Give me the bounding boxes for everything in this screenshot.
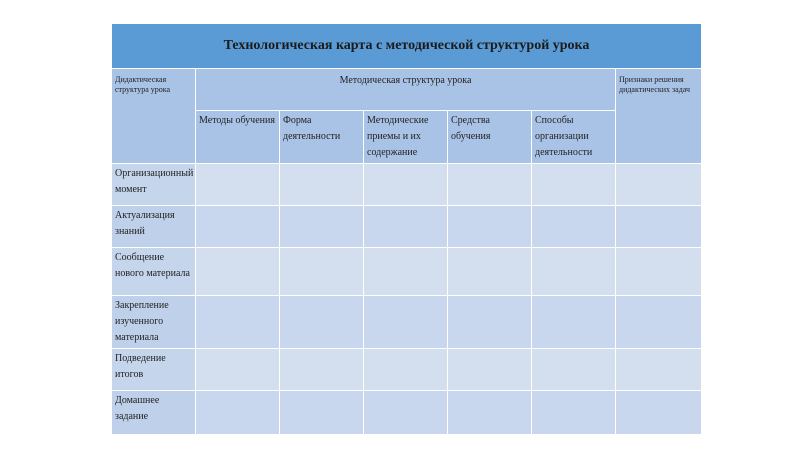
table-cell xyxy=(280,206,364,248)
table-cell xyxy=(280,349,364,391)
row-label: Организационный момент xyxy=(112,164,196,206)
table-row xyxy=(112,349,702,391)
table-cell xyxy=(280,391,364,435)
table-cell xyxy=(280,164,364,206)
table-cell xyxy=(532,164,616,206)
row-label: Актуализация знаний xyxy=(112,206,196,248)
table-cell xyxy=(196,164,280,206)
table-cell xyxy=(448,296,532,349)
table-cell xyxy=(448,164,532,206)
column-header: Средства обучения xyxy=(448,111,532,164)
table-cell xyxy=(448,391,532,435)
table-cell xyxy=(616,349,702,391)
table-cell xyxy=(532,349,616,391)
table-cell xyxy=(364,391,448,435)
column-header: Методы обучения xyxy=(196,111,280,164)
table-cell xyxy=(616,296,702,349)
table-row xyxy=(112,391,702,435)
table-cell xyxy=(364,164,448,206)
table-cell xyxy=(196,391,280,435)
table-cell xyxy=(532,296,616,349)
table-cell xyxy=(196,296,280,349)
column-header: Форма деятельности xyxy=(280,111,364,164)
table-title: Технологическая карта с методической структурой урока xyxy=(112,24,702,69)
table-row xyxy=(112,296,702,349)
table-cell xyxy=(364,296,448,349)
table-cell xyxy=(532,248,616,296)
table-cell xyxy=(616,391,702,435)
table-row xyxy=(112,164,702,206)
table-cell xyxy=(448,349,532,391)
row-label: Домашнее задание xyxy=(112,391,196,435)
signs-header: Признаки решения дидактических задач xyxy=(616,69,702,164)
row-label: Подведение итогов xyxy=(112,349,196,391)
row-label: Сообщение нового материала xyxy=(112,248,196,296)
table-cell xyxy=(532,391,616,435)
table-cell xyxy=(616,206,702,248)
technological-map-table xyxy=(110,22,702,427)
table-cell xyxy=(616,164,702,206)
table-cell xyxy=(532,206,616,248)
table-cell xyxy=(280,296,364,349)
table-cell xyxy=(196,248,280,296)
table-cell xyxy=(364,349,448,391)
column-header: Способы организации деятельности xyxy=(532,111,616,164)
column-header: Методические приемы и их содержание xyxy=(364,111,448,164)
table-cell xyxy=(280,248,364,296)
table-cell xyxy=(448,248,532,296)
table-cell xyxy=(616,248,702,296)
table-cell xyxy=(364,248,448,296)
table-row xyxy=(112,248,702,296)
table-cell xyxy=(196,206,280,248)
table-row xyxy=(112,206,702,248)
table-cell xyxy=(448,206,532,248)
method-structure-header: Методическая структура урока xyxy=(196,69,616,111)
row-label: Закрепление изученного материала xyxy=(112,296,196,349)
didactic-structure-header: Дидактическая структура урока xyxy=(112,69,196,164)
table-cell xyxy=(196,349,280,391)
table-cell xyxy=(364,206,448,248)
